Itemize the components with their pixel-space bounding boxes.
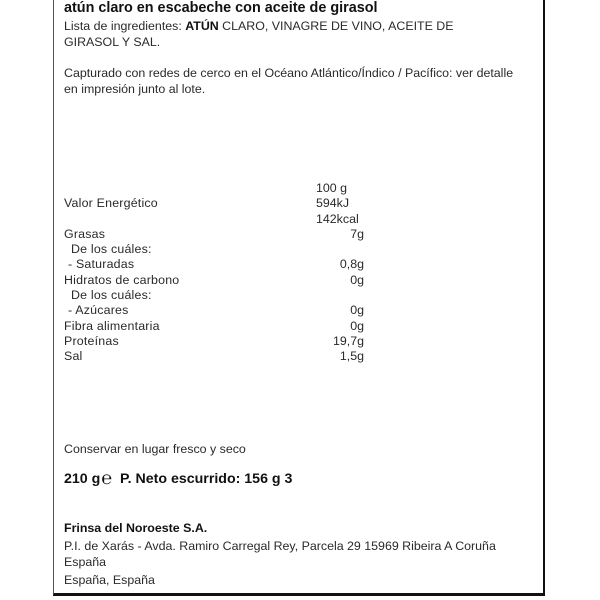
nutrient-value: 7g — [350, 226, 364, 241]
nutrition-row — [64, 288, 364, 303]
product-label — [53, 0, 545, 596]
nutrition-row — [64, 273, 364, 288]
nutrient-value: 0,8g — [339, 257, 364, 272]
nutrient-label: Grasas — [64, 226, 106, 241]
nutrient-label: De los cuáles: — [71, 242, 152, 257]
net-weight-value: 210 g — [64, 471, 101, 487]
nutrition-row — [64, 303, 364, 318]
nutrient-value: 0g — [350, 303, 364, 318]
nutrient-label: Hidratos de carbono — [64, 272, 180, 287]
nutrition-row — [64, 334, 364, 349]
nutrient-value: 0g — [350, 318, 364, 333]
ingredients-rest: CLARO, VINAGRE DE VINO, ACEITE DE — [218, 19, 454, 33]
nutrition-row — [64, 349, 364, 364]
nutrient-label: - Azúcares — [68, 303, 129, 318]
nutrient-label: Sal — [64, 349, 83, 364]
ingredients-prefix: Lista de ingredientes: — [64, 19, 186, 33]
nutrient-value: 594kJ — [316, 196, 350, 211]
capture-info-line-1: Capturado con redes de cerco en el Océano Atlántico/Índico / Pacífico: ver detalle — [64, 66, 514, 80]
manufacturer-address-line-3: España, España — [64, 573, 155, 587]
nutrient-label: Valor Energético — [64, 196, 158, 211]
manufacturer-address-line-2: España — [64, 555, 107, 569]
drained-weight: P. Neto escurrido: 156 g 3 — [119, 471, 293, 487]
nutrition-row — [64, 257, 364, 272]
nutrient-label: Fibra alimentaria — [64, 318, 160, 333]
nutrition-header: 100 g — [316, 181, 348, 195]
nutrition-row — [64, 227, 364, 242]
nutrient-value: 1,5g — [339, 349, 364, 364]
ingredients-line-1 — [64, 19, 454, 34]
ingredients-line-2: GIRASOL Y SAL. — [64, 35, 161, 49]
nutrient-value: 142kcal — [316, 211, 359, 226]
manufacturer-name: Frinsa del Noroeste S.A. — [64, 521, 208, 535]
storage-instructions: Conservar en lugar fresco y seco — [64, 442, 246, 456]
estimated-sign-icon: ℮ — [101, 468, 113, 488]
net-weight — [64, 468, 293, 488]
nutrient-label: De los cuáles: — [71, 288, 152, 303]
ingredients-main: ATÚN — [185, 19, 219, 33]
nutrition-table — [64, 181, 364, 365]
nutrient-value: 0g — [350, 272, 364, 287]
nutrition-header-row — [64, 181, 364, 196]
product-title: atún claro en escabeche con aceite de girasol — [64, 0, 378, 16]
capture-info-line-2: en impresión junto al lote. — [64, 82, 206, 96]
nutrition-row — [64, 242, 364, 257]
nutrient-label: Proteínas — [64, 333, 119, 348]
manufacturer-address-line-1: P.I. de Xarás - Avda. Ramiro Carregal Rey, Parcela 29 15969 Ribeira A Coruña — [64, 539, 496, 553]
nutrient-label: - Saturadas — [68, 257, 135, 272]
nutrition-row — [64, 319, 364, 334]
nutrition-row — [64, 196, 364, 211]
nutrition-row — [64, 212, 364, 227]
nutrient-value: 19,7g — [332, 333, 364, 348]
